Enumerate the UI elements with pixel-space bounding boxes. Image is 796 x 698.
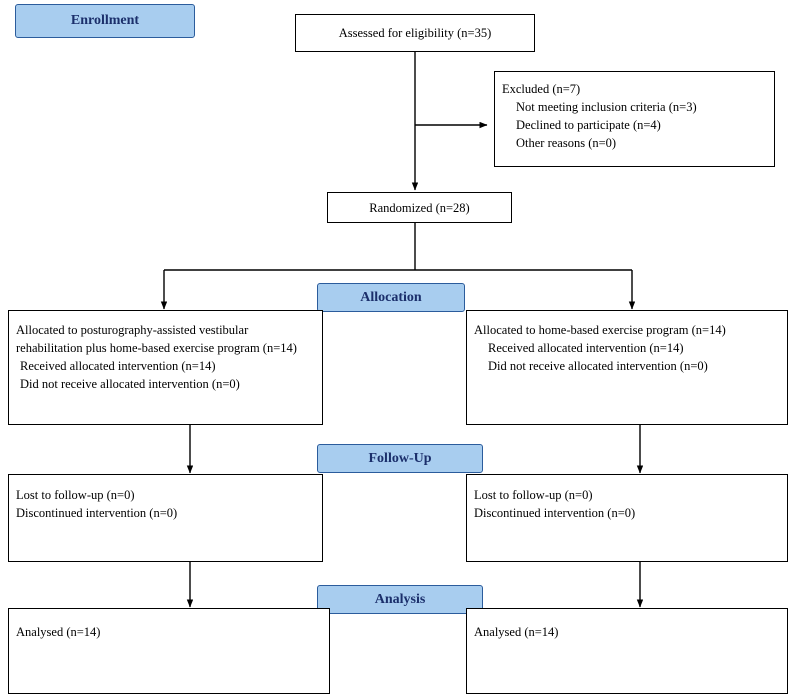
- follow-left-line-1: Lost to follow-up (n=0): [16, 488, 135, 502]
- node-randomized: [327, 192, 512, 223]
- excluded-line-4: Other reasons (n=0): [516, 136, 617, 151]
- analysis-left-line-1: Analysed (n=14): [16, 625, 101, 639]
- stage-banner-analysis: [317, 585, 483, 614]
- node-excluded: [494, 71, 775, 167]
- node-followup-left: [8, 474, 323, 562]
- stage-label-analysis: Analysis: [374, 591, 426, 607]
- analysis-right-line-1: Analysed (n=14): [474, 625, 559, 639]
- alloc-left-line-1: Allocated to posturography-assisted vestibular rehabilitation plus home-based exercise program (n=14): [16, 323, 297, 356]
- randomized-line-1: Randomized (n=28): [369, 201, 470, 215]
- node-allocated-left: [8, 310, 323, 425]
- node-analysis-right: [466, 608, 788, 694]
- alloc-right-line-1: Allocated to home-based exercise program (n=14): [474, 323, 726, 337]
- alloc-right-line-2: Received allocated intervention (n=14): [488, 341, 684, 356]
- excluded-line-2: Not meeting inclusion criteria (n=3): [516, 100, 697, 115]
- follow-right-line-1: Lost to follow-up (n=0): [474, 488, 593, 502]
- stage-banner-allocation: [317, 283, 465, 312]
- stage-label-enrollment: Enrollment: [70, 13, 140, 28]
- follow-left-line-2: Discontinued intervention (n=0): [16, 506, 178, 521]
- assessed-line-1: Assessed for eligibility (n=35): [338, 26, 492, 40]
- stage-banner-enrollment: [15, 4, 195, 38]
- node-assessed-for-eligibility: [295, 14, 535, 52]
- excluded-line-1: Excluded (n=7): [502, 82, 581, 96]
- follow-right-line-2: Discontinued intervention (n=0): [474, 506, 636, 521]
- excluded-line-3: Declined to participate (n=4): [516, 118, 661, 133]
- node-analysis-left: [8, 608, 330, 694]
- stage-banner-followup: [317, 444, 483, 473]
- alloc-right-line-3: Did not receive allocated intervention (n=0): [488, 359, 708, 374]
- node-followup-right: [466, 474, 788, 562]
- stage-label-followup: Follow-Up: [368, 450, 432, 466]
- alloc-left-line-3: Did not receive allocated intervention (n=0): [20, 377, 240, 392]
- alloc-left-line-2: Received allocated intervention (n=14): [20, 359, 216, 374]
- node-allocated-right: [466, 310, 788, 425]
- stage-label-allocation: Allocation: [360, 289, 422, 305]
